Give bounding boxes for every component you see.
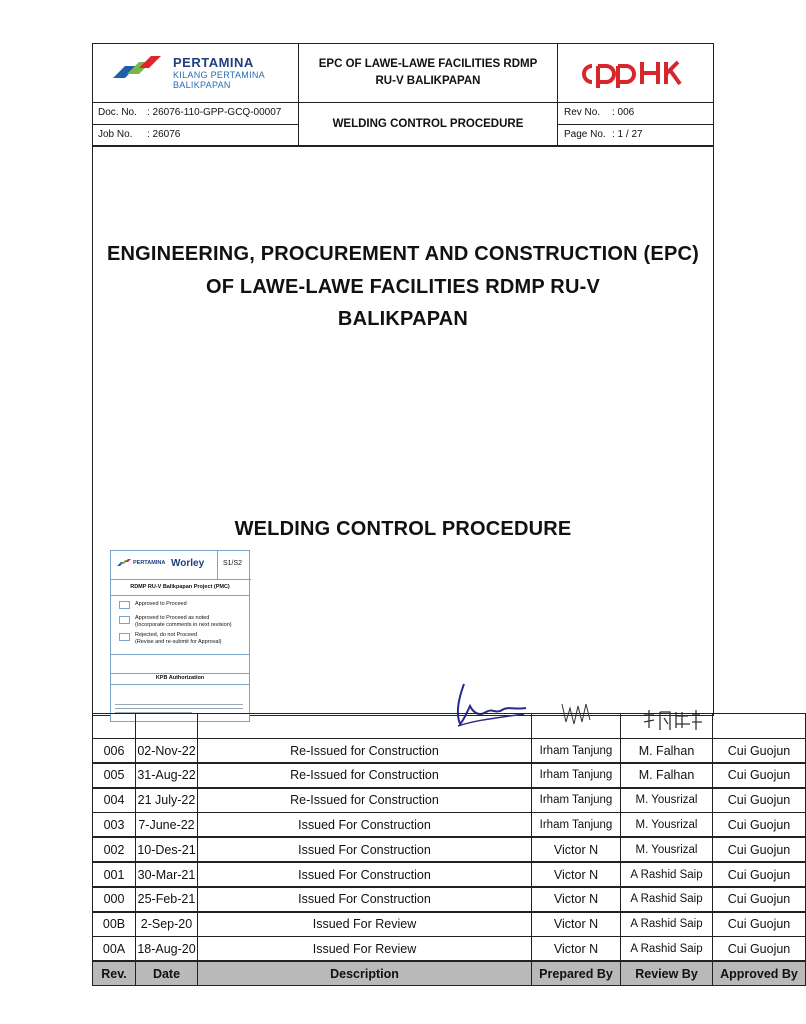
stamp-logo-worley: Worley: [171, 558, 205, 569]
stamp-opt3: Rejected, do not Proceed: [135, 632, 198, 638]
cell-description: Issued For Construction: [197, 862, 532, 887]
cell-description: Issued For Review: [197, 912, 532, 937]
stamp-opt2: Approved to Proceed as noted: [135, 615, 210, 621]
cell-rev: 004: [92, 788, 136, 813]
table-header-row: [92, 961, 798, 986]
cell-review-by: M. Yousrizal: [620, 837, 713, 862]
cell-approved-by: Cui Guojun: [712, 837, 806, 862]
cell-date: 30-Mar-21: [135, 862, 198, 887]
main-title-line3: BALIKPAPAN: [337, 308, 469, 330]
checkbox-approved[interactable]: [119, 601, 130, 609]
cell-approved-by: Cui Guojun: [712, 912, 806, 937]
signature-cell-review-by: [620, 713, 713, 739]
cell-description: Re-Issued for Construction: [197, 763, 532, 788]
cell-approved-by: Cui Guojun: [712, 763, 806, 788]
stamp-kpb: KPB Authorization: [155, 675, 205, 681]
pertamina-logo-sub1: KILANG PERTAMINA: [173, 70, 265, 80]
stamp-pertamina-icon: [117, 559, 131, 567]
table-row: [92, 763, 791, 788]
cell-date: 2-Sep-20: [135, 912, 198, 937]
table-row: [92, 812, 791, 837]
cell-review-by: A Rashid Saip: [620, 862, 713, 887]
stamp-code: S1/S2: [223, 560, 243, 567]
cell-prepared-by: Irham Tanjung: [531, 812, 621, 837]
cell-description: Issued For Construction: [197, 887, 532, 912]
cell-prepared-by: Victor N: [531, 887, 621, 912]
cell-prepared-by: Irham Tanjung: [531, 763, 621, 788]
stamp-logo-pertamina: PERTAMINA: [133, 560, 166, 566]
cell-approved-by: Cui Guojun: [712, 738, 806, 763]
header-date: Date: [135, 961, 198, 986]
cell-rev: 003: [92, 812, 136, 837]
signature-cell-date: [135, 713, 198, 739]
cell-date: 21 July-22: [135, 788, 198, 813]
table-row: [92, 936, 791, 961]
signature-cell-prepared-by: [531, 713, 621, 739]
cell-rev: 00B: [92, 912, 136, 937]
page-no-value: : 1 / 27: [612, 129, 643, 140]
table-row: [92, 788, 791, 813]
cell-rev: 00A: [92, 936, 136, 961]
cell-description: Issued For Review: [197, 936, 532, 961]
cell-rev: 002: [92, 837, 136, 862]
cell-rev: 005: [92, 763, 136, 788]
stamp-opt3b: (Revise and re-submit for Approval): [135, 639, 222, 645]
table-row: [92, 862, 791, 887]
signature-row: [92, 713, 714, 738]
header-description: Description: [197, 961, 532, 986]
cell-rev: 000: [92, 887, 136, 912]
pertamina-logo-icon: [111, 56, 163, 82]
table-row: [92, 837, 791, 862]
page-no-label: Page No.: [564, 129, 606, 140]
checkbox-approved-noted[interactable]: [119, 616, 130, 624]
cell-approved-by: Cui Guojun: [712, 936, 806, 961]
cpphk-logo-cell: [557, 43, 714, 103]
doc-job-cell: [92, 102, 299, 146]
cell-review-by: A Rashid Saip: [620, 936, 713, 961]
cell-prepared-by: Victor N: [531, 936, 621, 961]
cell-approved-by: Cui Guojun: [712, 788, 806, 813]
document-title: WELDING CONTROL PROCEDURE: [234, 518, 572, 540]
cell-prepared-by: Irham Tanjung: [531, 738, 621, 763]
cell-approved-by: Cui Guojun: [712, 812, 806, 837]
doc-no-value: : 26076-110-GPP-GCQ-00007: [147, 107, 282, 118]
cell-description: Re-Issued for Construction: [197, 788, 532, 813]
header-approved-by: Approved By: [712, 961, 806, 986]
cell-prepared-by: Irham Tanjung: [531, 788, 621, 813]
signature-cell-description: [197, 713, 532, 739]
project-title-cell: [298, 43, 558, 103]
rev-page-cell: [557, 102, 714, 146]
header-prepared-by: Prepared By: [531, 961, 621, 986]
cell-prepared-by: Victor N: [531, 912, 621, 937]
signature-cell-approved-by: [712, 713, 806, 739]
cell-date: 25-Feb-21: [135, 887, 198, 912]
cell-rev: 001: [92, 862, 136, 887]
table-row: [92, 912, 791, 937]
cell-rev: 006: [92, 738, 136, 763]
job-no-label: Job No.: [98, 129, 133, 140]
stamp-opt2b: (Incorporate comments in next revision): [135, 622, 232, 628]
cell-date: 10-Des-21: [135, 837, 198, 862]
pertamina-logo-cell: [92, 43, 299, 103]
cell-date: 31-Aug-22: [135, 763, 198, 788]
cell-description: Issued For Construction: [197, 837, 532, 862]
approval-stamp: [110, 550, 250, 722]
cell-date: 7-June-22: [135, 812, 198, 837]
pertamina-logo-sub2: BALIKPAPAN: [173, 80, 231, 90]
doc-subtitle-cell: [298, 102, 558, 146]
cell-date: 18-Aug-20: [135, 936, 198, 961]
signature-cell-rev: [92, 713, 136, 739]
cpphk-logo: [578, 58, 694, 90]
cell-review-by: M. Falhan: [620, 738, 713, 763]
stamp-project: RDMP RU-V Balikpapan Project (PMC): [130, 584, 230, 590]
cell-prepared-by: Victor N: [531, 837, 621, 862]
checkbox-rejected[interactable]: [119, 633, 130, 641]
main-title-line2: OF LAWE-LAWE FACILITIES RDMP RU-V: [205, 276, 600, 298]
cell-approved-by: Cui Guojun: [712, 862, 806, 887]
cell-prepared-by: Victor N: [531, 862, 621, 887]
pertamina-logo-name: PERTAMINA: [173, 55, 254, 70]
job-no-value: : 26076: [147, 129, 181, 140]
stamp-opt1: Approved to Proceed: [135, 601, 187, 607]
header-rev: Rev.: [92, 961, 136, 986]
rev-no-label: Rev No.: [564, 107, 601, 118]
cell-review-by: M. Yousrizal: [620, 788, 713, 813]
project-title-line2: RU-V BALIKPAPAN: [375, 75, 481, 87]
project-title-line1: EPC OF LAWE-LAWE FACILITIES RDMP: [318, 58, 538, 70]
table-row: [92, 887, 791, 912]
doc-subtitle: WELDING CONTROL PROCEDURE: [332, 118, 524, 130]
cell-review-by: A Rashid Saip: [620, 912, 713, 937]
cell-date: 02-Nov-22: [135, 738, 198, 763]
cell-review-by: M. Falhan: [620, 763, 713, 788]
main-title-line1: ENGINEERING, PROCUREMENT AND CONSTRUCTION (EPC): [106, 243, 699, 265]
cell-review-by: M. Yousrizal: [620, 812, 713, 837]
rev-no-value: : 006: [612, 107, 635, 118]
cell-review-by: A Rashid Saip: [620, 887, 713, 912]
table-row: [92, 738, 791, 763]
header-review-by: Review By: [620, 961, 713, 986]
cell-approved-by: Cui Guojun: [712, 887, 806, 912]
cell-description: Issued For Construction: [197, 812, 532, 837]
cell-description: Re-Issued for Construction: [197, 738, 532, 763]
doc-no-label: Doc. No.: [98, 107, 137, 118]
